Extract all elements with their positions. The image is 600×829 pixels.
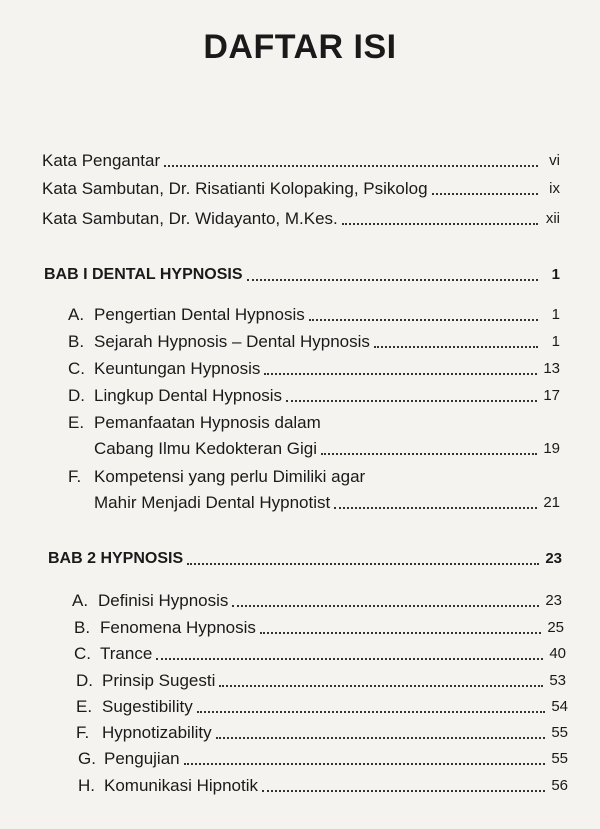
item-letter: C. — [68, 359, 85, 378]
toc-entry — [76, 722, 568, 744]
item-letter: F. — [68, 467, 82, 486]
chapter-title: BAB I DENTAL HYPNOSIS — [44, 266, 243, 283]
leader-dots — [232, 605, 539, 607]
toc-entry-page: 17 — [543, 387, 560, 404]
leader-dots — [262, 790, 545, 792]
toc-entry-line1 — [68, 412, 321, 434]
toc-entry — [68, 385, 560, 407]
leader-dots — [374, 346, 538, 348]
toc-entry-text: Hypnotizability — [102, 723, 212, 742]
toc-entry — [74, 643, 566, 665]
toc-entry-page: 1 — [551, 306, 560, 323]
leader-dots — [197, 711, 546, 713]
toc-entry-page: 21 — [543, 494, 560, 511]
toc-entry — [74, 617, 564, 639]
item-letter: E. — [76, 697, 93, 716]
toc-entry-page: 1 — [551, 333, 560, 350]
leader-dots — [286, 400, 537, 402]
toc-entry-text: Pemanfaatan Hypnosis dalam — [94, 413, 321, 432]
toc-entry-text: Keuntungan Hypnosis — [94, 359, 261, 378]
toc-entry-page: ix — [549, 180, 560, 197]
toc-entry — [94, 438, 560, 460]
toc-entry — [94, 492, 560, 514]
toc-entry-page: xii — [545, 210, 560, 227]
toc-entry-text: Komunikasi Hipnotik — [104, 776, 259, 795]
toc-entry-text: Pengertian Dental Hypnosis — [94, 305, 305, 324]
toc-entry-page: 53 — [549, 672, 566, 689]
page-title: DAFTAR ISI — [203, 28, 397, 66]
leader-dots — [187, 563, 539, 565]
toc-entry-page: 13 — [543, 360, 560, 377]
toc-entry — [42, 208, 560, 230]
toc-entry — [68, 358, 560, 380]
leader-dots — [334, 507, 537, 509]
toc-entry-text: Lingkup Dental Hypnosis — [94, 386, 283, 405]
toc-entry — [76, 696, 568, 718]
item-letter: C. — [74, 644, 91, 663]
toc-entry-page: 23 — [545, 592, 562, 609]
toc-entry-text: Kompetensi yang perlu Dimiliki agar — [94, 467, 366, 486]
chapter-page: 23 — [545, 550, 562, 567]
toc-entry-text: Fenomena Hypnosis — [100, 618, 256, 637]
leader-dots — [321, 453, 537, 455]
leader-dots — [184, 763, 546, 765]
leader-dots — [247, 279, 538, 281]
toc-entry — [78, 775, 568, 797]
toc-entry — [42, 178, 560, 200]
toc-entry-text: Sejarah Hypnosis – Dental Hypnosis — [94, 332, 370, 351]
item-letter: H. — [78, 776, 95, 795]
leader-dots — [260, 632, 541, 634]
toc-entry-page: 19 — [543, 440, 560, 457]
toc-entry-text: Kata Sambutan, Dr. Widayanto, M.Kes. — [42, 209, 338, 228]
leader-dots — [219, 685, 543, 687]
toc-entry-text: Pengujian — [104, 749, 180, 768]
item-letter: D. — [68, 386, 85, 405]
toc-entry-page: vi — [549, 152, 560, 169]
toc-entry — [72, 590, 562, 612]
toc-entry — [42, 150, 560, 172]
toc-entry-text: Trance — [100, 644, 153, 663]
leader-dots — [156, 658, 543, 660]
toc-entry — [78, 748, 568, 770]
toc-entry — [68, 304, 560, 326]
toc-entry-text: Sugestibility — [102, 697, 193, 716]
toc-entry-text: Kata Sambutan, Dr. Risatianti Kolopaking, Psikolog — [42, 179, 428, 198]
item-letter: G. — [78, 749, 96, 768]
leader-dots — [309, 319, 538, 321]
toc-entry-page: 55 — [551, 750, 568, 767]
toc-entry-page: 40 — [549, 645, 566, 662]
toc-entry-text: Kata Pengantar — [42, 151, 161, 170]
chapter-heading — [48, 548, 562, 570]
toc-entry-page: 56 — [551, 777, 568, 794]
toc-entry — [68, 331, 560, 353]
leader-dots — [264, 373, 537, 375]
leader-dots — [216, 737, 546, 739]
item-letter: F. — [76, 723, 90, 742]
toc-entry-text: Prinsip Sugesti — [102, 671, 216, 690]
toc-entry-page: 54 — [551, 698, 568, 715]
item-letter: B. — [74, 618, 91, 637]
toc-entry-page: 25 — [547, 619, 564, 636]
item-letter: B. — [68, 332, 85, 351]
leader-dots — [164, 165, 538, 167]
chapter-heading — [44, 264, 560, 286]
chapter-page: 1 — [551, 266, 560, 283]
toc-entry-text: Cabang Ilmu Kedokteran Gigi — [94, 439, 318, 458]
leader-dots — [342, 223, 538, 225]
toc-entry-text: Mahir Menjadi Dental Hypnotist — [94, 493, 331, 512]
item-letter: A. — [68, 305, 85, 324]
item-letter: D. — [76, 671, 93, 690]
toc-entry-line1 — [68, 466, 365, 488]
toc-entry — [76, 670, 566, 692]
toc-entry-page: 55 — [551, 724, 568, 741]
toc-entry-text: Definisi Hypnosis — [98, 591, 229, 610]
item-letter: A. — [72, 591, 89, 610]
item-letter: E. — [68, 413, 85, 432]
chapter-title: BAB 2 HYPNOSIS — [48, 550, 184, 567]
leader-dots — [432, 193, 538, 195]
